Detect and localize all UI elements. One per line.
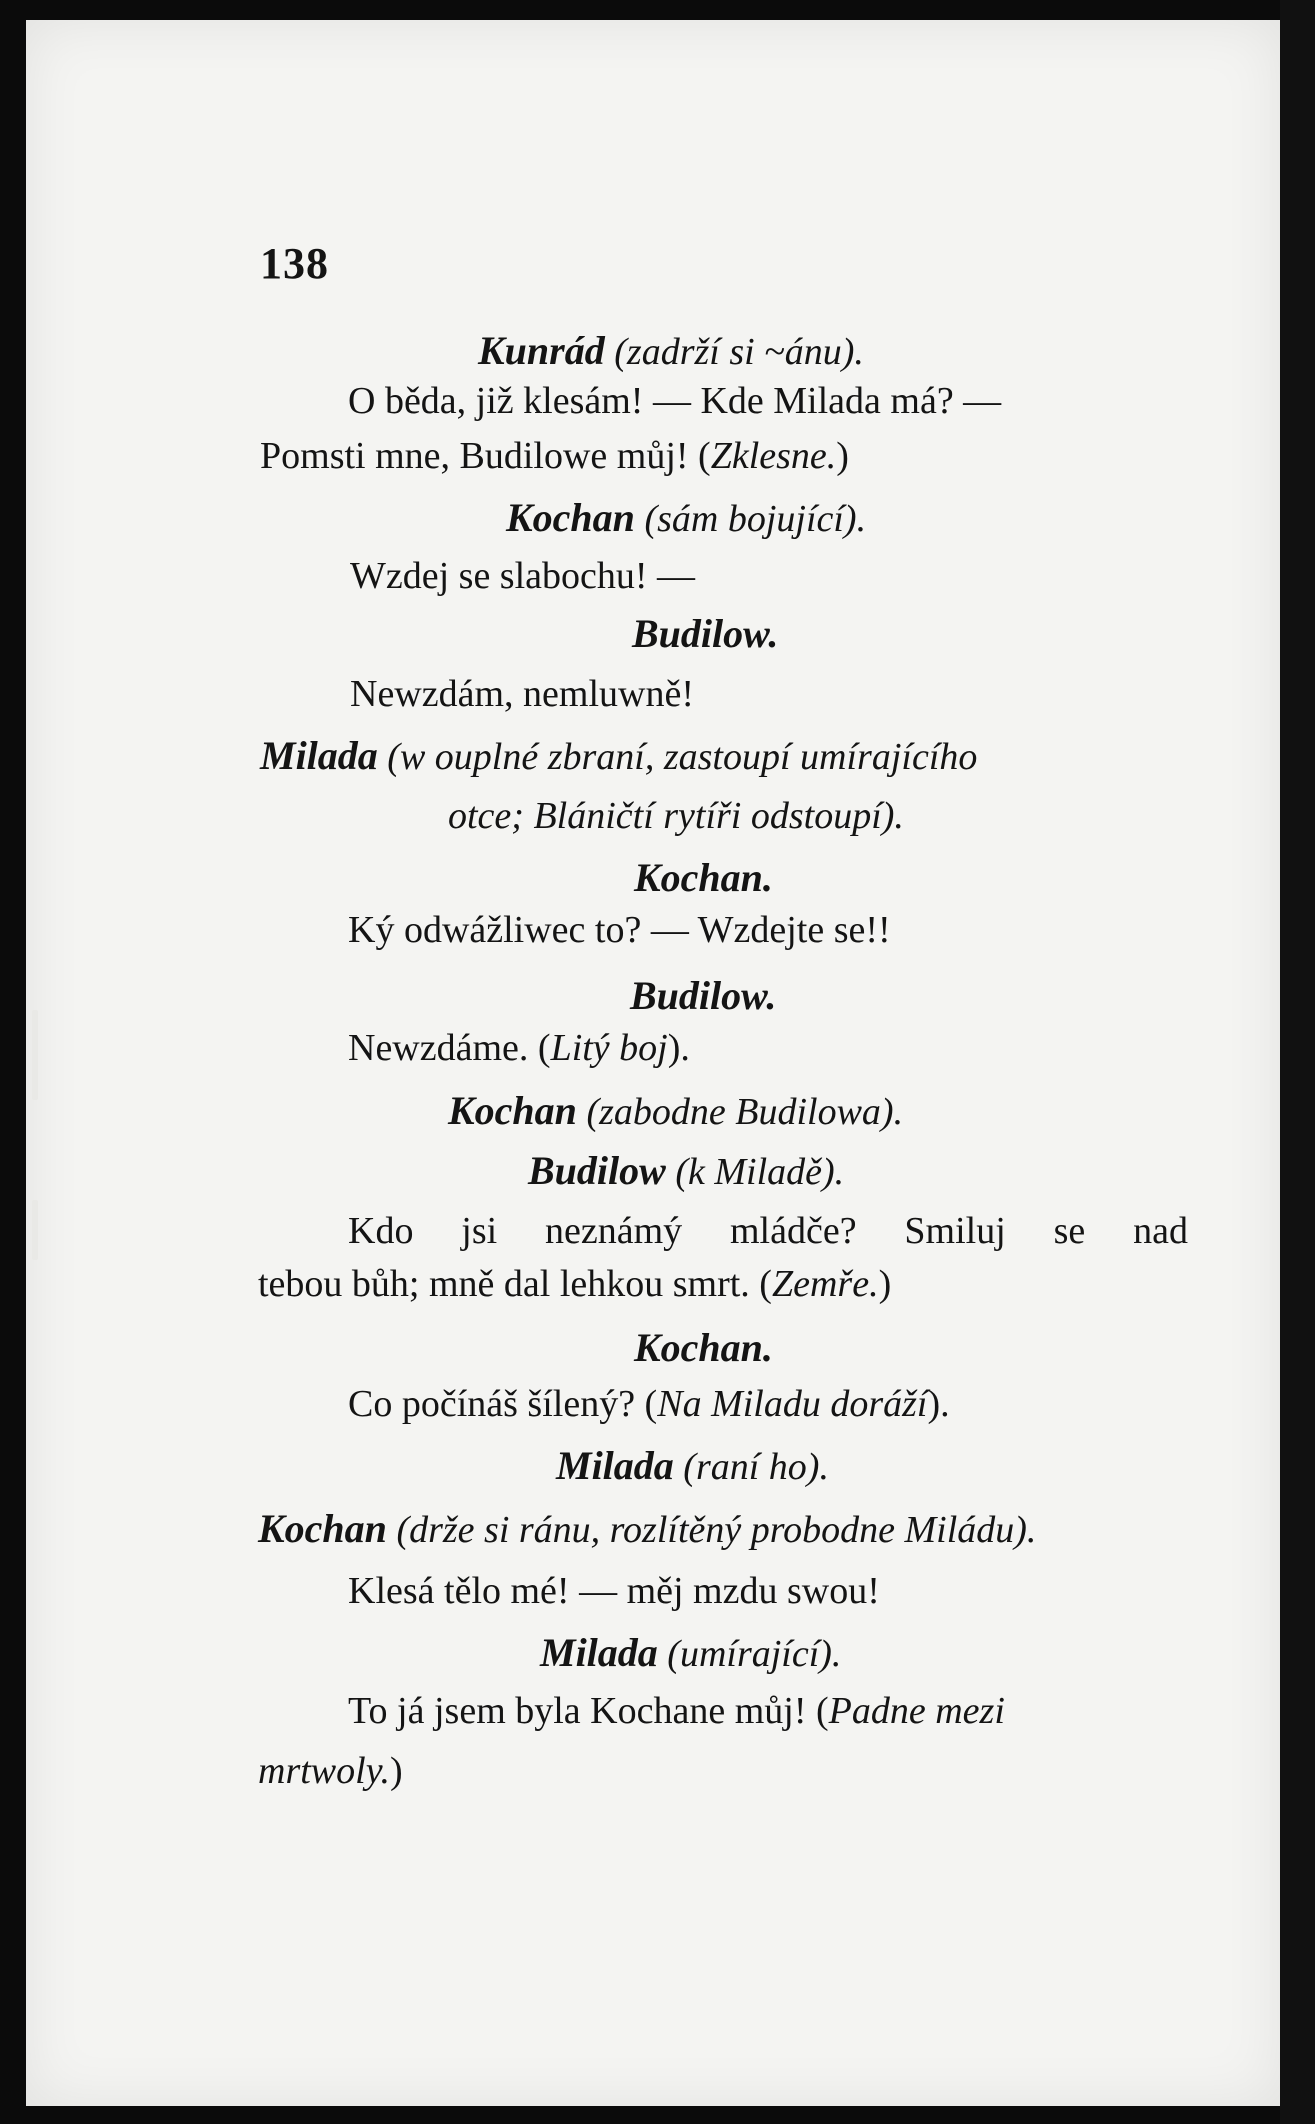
dialogue-line	[350, 550, 695, 602]
speaker-line	[258, 1503, 1036, 1556]
dialogue-line	[258, 1745, 403, 1797]
dialogue-line	[258, 1258, 891, 1310]
dialogue-line	[348, 1565, 880, 1617]
dialogue-text: To já jsem byla Kochane můj! (	[348, 1690, 829, 1732]
speaker-line	[540, 1627, 841, 1680]
dialogue-text: Newzdáme. (	[348, 1027, 551, 1069]
speaker-line	[260, 730, 977, 783]
dialogue-text: mládče?	[730, 1210, 857, 1252]
right-dark-edge	[1280, 0, 1315, 2124]
stage-direction: (drže si ránu, rozlítěný probodne Miládu).	[396, 1509, 1037, 1551]
stage-direction: Zemře.	[771, 1263, 879, 1305]
page-edge-mark	[32, 1010, 38, 1100]
speaker-line	[528, 1145, 844, 1198]
dialogue-line	[260, 430, 849, 482]
dialogue-line	[348, 1378, 950, 1430]
speaker-name: Budilow.	[632, 611, 779, 656]
page-number: 138	[260, 239, 329, 288]
speaker-line	[478, 325, 864, 378]
dialogue-text: Ký odwážliwec to? — Wzdejte se!!	[348, 909, 891, 951]
dialogue-text: ).	[667, 1027, 690, 1069]
stage-direction: Na Miladu doráží	[657, 1383, 928, 1425]
stage-direction: mrtwoly.	[258, 1750, 390, 1792]
dialogue-text: )	[836, 435, 849, 477]
speaker-name: Milada	[556, 1443, 674, 1488]
speaker-name: Kochan	[448, 1088, 577, 1133]
speaker-name: Kunrád	[478, 328, 605, 373]
speaker-name: Kochan	[258, 1506, 387, 1551]
dialogue-line	[348, 1685, 1005, 1737]
stage-direction: (k Miladě).	[675, 1151, 845, 1193]
speaker-line	[630, 970, 776, 1023]
dialogue-text: jsi	[461, 1210, 498, 1252]
speaker-name: Kochan.	[634, 1325, 773, 1370]
dialogue-text: Klesá tělo mé! — měj mzdu swou!	[348, 1570, 880, 1612]
stage-direction: otce; Bláničtí rytíři odstoupí).	[448, 795, 904, 837]
stage-direction: (zadrží si ~ánu).	[614, 331, 864, 373]
dialogue-text: se	[1053, 1210, 1086, 1252]
speaker-line	[448, 1085, 903, 1138]
stage-direction: (raní ho).	[683, 1446, 829, 1488]
stage-direction: Padne mezi	[828, 1690, 1005, 1732]
speaker-line	[634, 852, 773, 905]
dialogue-line	[348, 375, 1001, 427]
dialogue-line	[350, 668, 694, 720]
stage-direction: (zabodne Budilowa).	[586, 1091, 904, 1133]
speaker-line	[632, 608, 778, 661]
dialogue-text: Newzdám, nemluwně!	[350, 673, 694, 715]
dialogue-text: Pomsti mne, Budilowe můj! (	[260, 435, 711, 477]
speaker-name: Kochan.	[634, 855, 773, 900]
dialogue-text: Smiluj	[904, 1210, 1006, 1252]
stage-direction: (w ouplné zbraní, zastoupí umírajícího	[387, 736, 978, 778]
speaker-line	[506, 492, 866, 545]
speaker-name: Kochan	[506, 495, 635, 540]
speaker-name: Milada	[260, 733, 378, 778]
stage-direction: Zklesne.	[710, 435, 837, 477]
stage-direction: (sám bojující).	[644, 498, 867, 540]
dialogue-text: ).	[927, 1383, 950, 1425]
speaker-name: Budilow	[528, 1148, 666, 1193]
dialogue-text: tebou bůh; mně dal lehkou smrt. (	[258, 1263, 772, 1305]
speaker-line	[634, 1322, 773, 1375]
speaker-name: Milada	[540, 1630, 658, 1675]
dialogue-text: )	[878, 1263, 892, 1305]
speaker-name: Budilow.	[630, 973, 777, 1018]
dialogue-text: Co počínáš šílený? (	[348, 1383, 658, 1425]
dialogue-text: )	[389, 1750, 403, 1792]
page-edge-mark	[32, 1200, 38, 1260]
dialogue-line	[348, 904, 891, 956]
dialogue-line	[348, 1022, 690, 1074]
speaker-line	[556, 1440, 829, 1493]
dialogue-text: Wzdej se slabochu! —	[350, 555, 696, 597]
dialogue-text: neznámý	[545, 1210, 683, 1252]
stage-direction: Litý boj	[550, 1027, 668, 1069]
stage-direction-line	[448, 790, 904, 842]
dialogue-text: O běda, již klesám! — Kde Milada má? —	[348, 380, 1002, 422]
dialogue-line	[348, 1205, 1188, 1257]
dialogue-text: Kdo	[348, 1210, 414, 1252]
stage-direction: (umírající).	[667, 1633, 842, 1675]
dialogue-text: nad	[1133, 1210, 1188, 1252]
